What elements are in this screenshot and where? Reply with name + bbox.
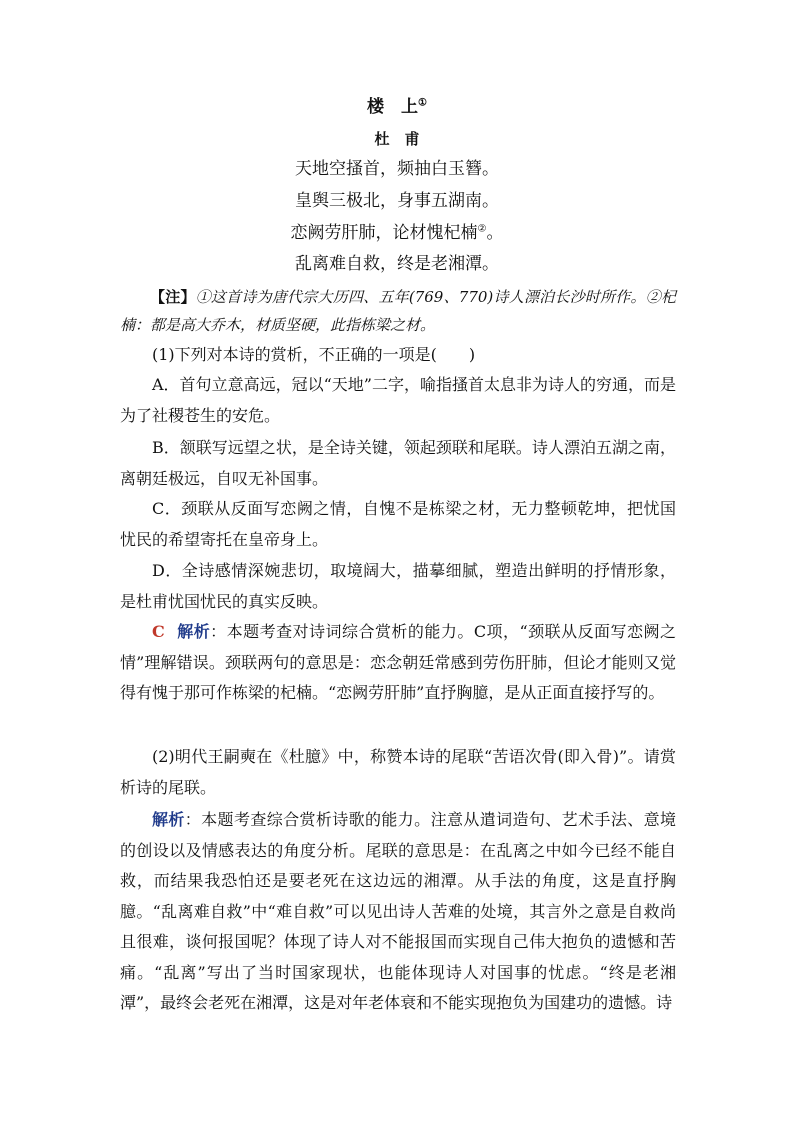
poem-line-3 xyxy=(0,222,794,244)
option-c: C．颈联从反面写恋阙之情，自愧不是栋梁之材，无力整顿乾坤，把忧国忧民的希望寄托在皇帝身上。 xyxy=(120,499,676,549)
question-1-prompt: (1)下列对本诗的赏析，不正确的一项是( ) xyxy=(152,345,476,364)
poem-title xyxy=(0,96,794,118)
footnote-marker-2: ② xyxy=(477,223,487,235)
option-b: B．颔联写远望之状，是全诗关键，领起颈联和尾联。诗人漂泊五湖之南，离朝廷极远，自叹无补国事。 xyxy=(120,438,676,488)
analysis-label: 解析 xyxy=(152,810,185,829)
poem-notes xyxy=(120,283,676,339)
option-a: A．首句立意高远，冠以“天地”二字，喻指搔首太息非为诗人的穷通，而是为了社稷苍生的安危。 xyxy=(120,375,676,425)
question-2-answer xyxy=(120,805,676,1019)
note-tag: 【注】 xyxy=(150,288,196,306)
analysis-text: ：本题考查对诗词综合赏析的能力。C项，“颈联从反面写恋阙之情”理解错误。颈联两句的意思是：恋念朝廷常感到劳伤肝肺，但论才能则又觉得有愧于那可作栋梁的杞楠。“恋阙劳肝肺”直抒胸臆，是从正面直接抒写的。 xyxy=(120,622,676,702)
poem-line-4: 乱离难自救，终是老湘潭。 xyxy=(295,254,499,274)
answer-letter: C xyxy=(152,622,165,641)
analysis-text: ：本题考查综合赏析诗歌的能力。注意从遣词造句、艺术手法、意境的创设以及情感表达的角度分析。尾联的意思是：在乱离之中如今已经不能自救，而结果我恐怕还是要老死在这边远的湘潭。从手法的角度，这是直抒胸臆。“乱离难自救”中“难自救”可以见出诗人苦难的处境，其言外之意是自救尚且很难，谈何报国呢？体现了诗人对不能报国而实现自己伟大抱负的遗憾和苦痛。“乱离”写出了当时国家现状，也能体现诗人对国事的忧虑。“终是老湘潭”，最终会老死在湘潭，这是对年老体衰和不能实现抱负为国建功的遗憾。诗 xyxy=(120,810,676,1012)
poem-line-3-end: 。 xyxy=(486,223,504,243)
poem-title-text: 楼 上 xyxy=(367,97,419,117)
question-2-prompt: (2)明代王嗣奭在《杜臆》中，称赞本诗的尾联“苦语次骨(即入骨)”。请赏析诗的尾联。 xyxy=(120,747,676,797)
poem-line-1: 天地空搔首，频抽白玉簪。 xyxy=(295,159,499,179)
poem-line-2: 皇舆三极北，身事五湖南。 xyxy=(295,191,499,211)
question-1-answer xyxy=(120,617,676,709)
poem-line-3-text: 恋阙劳肝肺，论材愧杞楠 xyxy=(290,223,478,243)
analysis-label: 解析 xyxy=(176,622,211,641)
note-text: ①这首诗为唐代宗大历四、五年(769、770)诗人漂泊长沙时所作。②杞楠：都是高大乔木，材质坚硬，此指栋梁之材。 xyxy=(120,288,676,334)
footnote-marker-1: ① xyxy=(418,97,427,109)
poem-author: 杜 甫 xyxy=(374,130,420,148)
option-d: D．全诗感情深婉悲切，取境阔大，描摹细腻，塑造出鲜明的抒情形象，是杜甫忧国忧民的真实反映。 xyxy=(120,561,676,611)
